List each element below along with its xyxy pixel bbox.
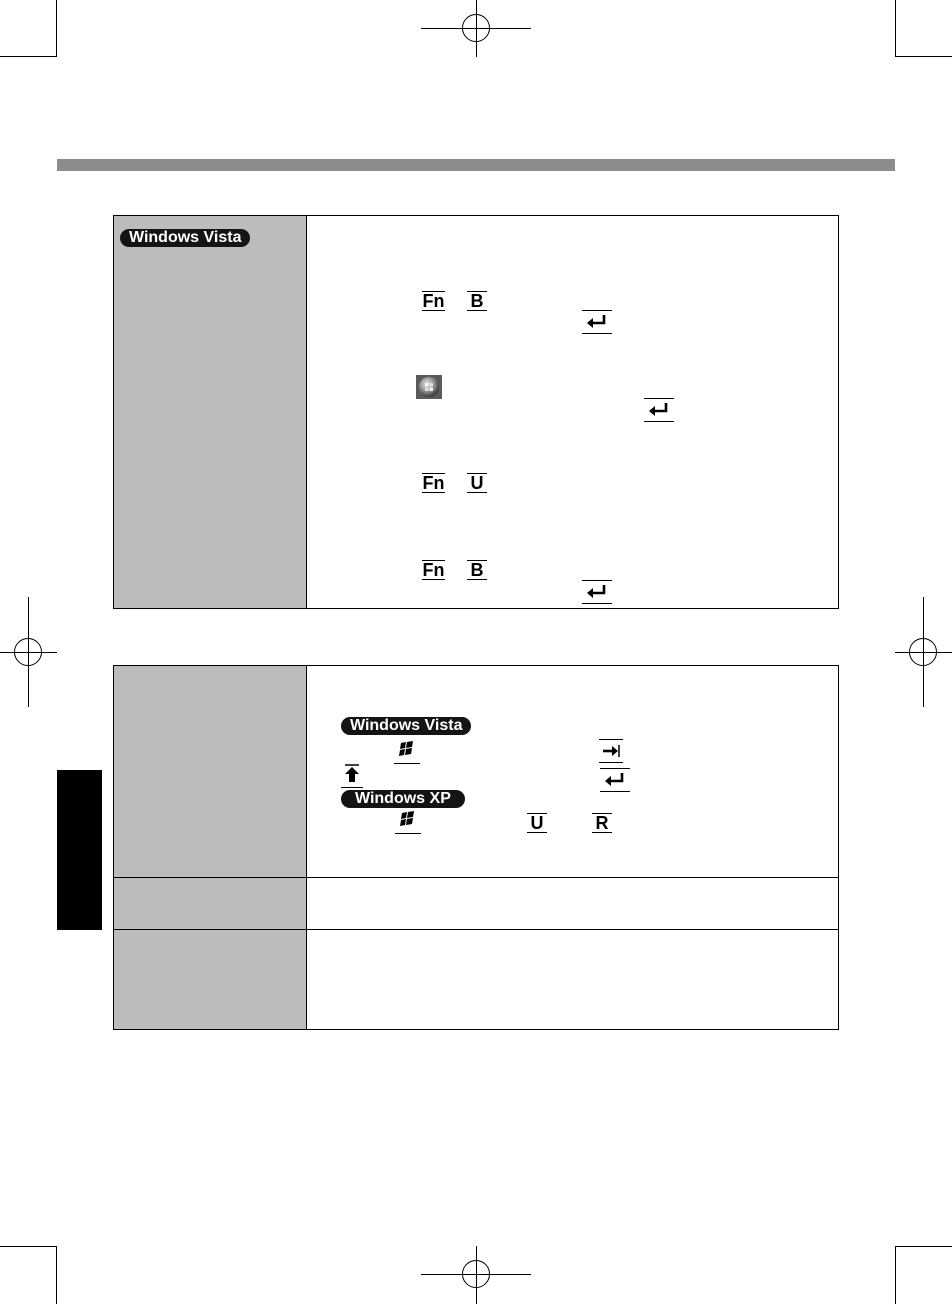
u-key: U <box>467 473 487 493</box>
crop-mark <box>895 0 896 57</box>
registration-mark <box>909 638 937 666</box>
fn-key: Fn <box>422 473 445 493</box>
windows-vista-badge: Windows Vista <box>120 229 250 247</box>
crop-mark <box>56 0 57 57</box>
crop-mark <box>895 1246 896 1304</box>
fn-key: Fn <box>422 560 445 580</box>
problem-cell <box>114 216 307 609</box>
problem-cell <box>114 878 307 930</box>
fn-key: Fn <box>422 291 445 311</box>
shift-key-icon <box>341 763 363 788</box>
windows-logo-key-icon <box>394 739 420 764</box>
crop-mark <box>56 1246 57 1304</box>
solution-cell <box>307 216 839 609</box>
windows-logo-key-icon <box>395 809 421 834</box>
enter-icon <box>582 580 612 604</box>
registration-mark <box>14 638 42 666</box>
troubleshooting-table-2 <box>113 665 839 1030</box>
enter-icon <box>644 398 674 422</box>
enter-icon <box>582 310 612 334</box>
windows-xp-badge: Windows XP <box>341 790 465 808</box>
enter-icon <box>600 768 630 792</box>
crop-mark <box>895 1246 952 1247</box>
solution-cell <box>307 878 839 930</box>
registration-mark <box>462 14 490 42</box>
crop-mark <box>895 56 952 57</box>
crop-mark <box>0 56 56 57</box>
solution-cell <box>307 666 839 878</box>
solution-cell <box>307 930 839 1030</box>
section-header-bar <box>57 159 895 171</box>
windows-vista-badge: Windows Vista <box>341 717 471 735</box>
registration-mark <box>462 1260 490 1288</box>
r-key: R <box>592 813 612 833</box>
problem-cell <box>114 666 307 878</box>
tab-key-icon <box>599 739 623 763</box>
b-key: B <box>467 560 487 580</box>
troubleshooting-table-1 <box>113 215 839 609</box>
crop-mark <box>0 1246 56 1247</box>
b-key: B <box>467 291 487 311</box>
start-orb-icon <box>416 375 442 399</box>
chapter-side-tab <box>57 770 102 930</box>
u-key: U <box>527 813 547 833</box>
problem-cell <box>114 930 307 1030</box>
